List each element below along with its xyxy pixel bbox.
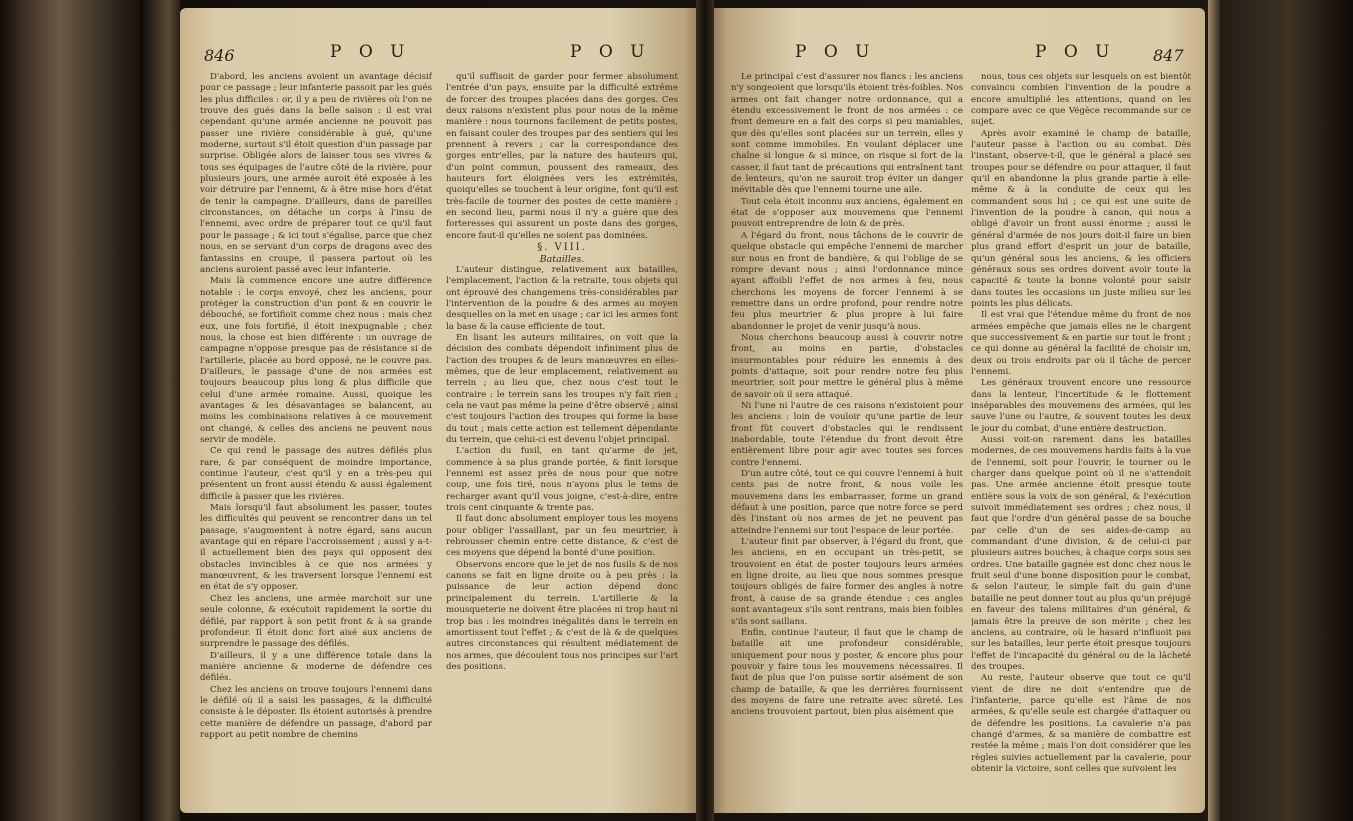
paragraph: Il est vrai que l'étendue même du front de nos armées empêche que jamais elles ne le chargent que successivement & en partie sur tout le front ; ce qui donne au général la facilité de choisir un, deux ou trois endroits par où il tâche de percer l'ennemi. [971,310,1191,377]
paragraph: nous, tous ces objets sur lesquels on est bientôt convaincu combien l'invention de la poudre a encore amultiplié les attentions, quand on les compare avec ce que Végèce recommande sur ce sujet. [971,72,1191,128]
paragraph: Mais là commence encore une autre différence notable : le corps envoyé, chez les anciens, pour protéger la construction d'un pont & en couvrir le débouché, se fortifioit comme chez nous : mais chez eux, une fois fortifié, il étoit inexpugnable ; chez nous, la chose est bien différente : un ouvrage de campagne n'oppose presque pas de résistance si de l'artillerie, placée au bord opposé, ne le couvre pas. D'ailleurs, le passage d'une de nos armées est toujours beaucoup plus long & plus difficile que celui d'une armée romaine. Aussi, quoique les avantages & les désavantages se balancent, au moins les combinaisons relatives à ce mouvement ont changé, & celles des anciens ne peuvent nous servir de modèle. [200,276,432,445]
left-running-head-1: P O U [330,42,411,62]
paragraph: Tout cela étoit inconnu aux anciens, également en état de s'opposer aux mouvemens que l'ennemi pouvoit entreprendre de loin & de près. [731,196,963,230]
left-column-2 [446,72,678,800]
paragraph: L'auteur distingue, relativement aux batailles, l'emplacement, l'action & la retraite, tous objets qui ont éprouvé des changemens très-considérables par l'intervention de la poudre & des armes au moyen desquelles on la met en usage ; car ici les armes font la base & la cause efficiente de tout. [446,264,678,332]
left-page-number: 846 [204,46,235,65]
open-book [140,0,1220,821]
paragraph: D'abord, les anciens avoient un avantage décisif pour ce passage ; leur infanterie passoit par les gués les plus difficiles : or, il y a peu de rivières où l'on ne trouve des gués dans la belle saison : il est vrai cependant qu'une armée ancienne ne pouvoit pas passer une rivière considérable à gué, qu'une moderne, surtout s'il étoit question d'un passage par surprise. Obligée alors de laisser tous ses vivres & tous ses équipages de l'autre côté de la rivière, pour plusieurs jours, une armée auroit été exposée à les voir détruire par l'ennemi, & à être mise hors d'état de tenir la campagne. D'ailleurs, dans de pareilles circonstances, on détache un corps à l'insu de l'ennemi, avec ordre de préparer tout ce qu'il faut pour le passage ; & ici tout s'égalise, parce que chez nous, en se servant d'un corps de dragons avec des fantassins en croupe, il passera partout où les anciens auroient passé avec leur infanterie. [200,72,432,275]
paragraph: En lisant les auteurs militaires, on voit que la décision des combats dépendoit infiniment plus de l'action des troupes & de leurs manœuvres en elles-mêmes, que de leur emplacement, relativement au terrein ; au lieu que, chez nous c'est tout le contraire : le terrein sans les troupes n'y fait rien ; cela ne vaut pas même la peine d'être observé ; ainsi c'est toujours l'action des troupes qui forme la base du tout ; mais cette action est tellement dépendante du terrein, que celui-ci est devenu l'objet principal. [446,332,678,445]
paragraph: qu'il suffisoit de garder pour fermer absolument l'entrée d'un pays, ensuite par la difficulté extrême de forcer des troupes placées dans des gorges. Ces deux raisons n'existent plus pour nous de la même manière : nous tournons facilement de petits postes, en faisant couler des troupes par des sentiers qui les prennent à revers ; car la correspondance des gorges entr'elles, par la nature des hauteurs qui, d'un point commun, poussent des rameaux, des hauteurs fort éloignées vers les extrémités, quoiqu'elles se touchent à leur origine, font qu'il est très-facile de tourner des postes de cette manière ; en second lieu, parmi nous il n'y a guère que des forteresses qui assurent un poste dans des gorges, encore faut-il qu'elles ne soient pas dominées. [446,72,678,241]
right-column-2 [971,72,1191,800]
paragraph: D'ailleurs, il y a une différence totale dans la manière ancienne & moderne de défendre ces défilés. [200,650,432,684]
paragraph: Au reste, l'auteur observe que tout ce qu'il vient de dire ne doit s'entendre que de l'infanterie, parce qu'elle est l'âme de nos armées, & qu'elle seule est chargée d'attaquer ou de défendre les positions. La cavalerie n'a pas changé d'armes, & sa manière de combattre est restée la même ; mais l'on doit considérer que les règles suivies actuellement par la cavalerie, pour obtenir la victoire, sont celles que suivoient les [971,673,1191,774]
paragraph: Enfin, continue l'auteur, il faut que le champ de bataille ait une profondeur considérable, uniquement pour nous y poster, & encore plus pour pouvoir y faire tous les mouvemens nécessaires. Il faut de plus que l'on puisse sortir aisément de son champ de bataille, & que les derrières fournissent des moyens de faire une retraite avec sûreté. Les anciens trouvoient partout, bien plus aisément que [731,627,963,718]
paragraph: Observons encore que le jet de nos fusils & de nos canons se fait en ligne droite ou à peu près : la puissance de leur action dépend donc principalement du terrein. L'artillerie & la mousqueterie ne doivent être placées ni trop haut ni trop bas : les moindres inégalités dans le terrein en amortissent tout l'effet ; & c'est de là & de quelques autres circonstances qui résultent médiatement de nos armes, que découlent tous nos principes sur l'art des positions. [446,559,678,672]
right-running-head-2: P O U [1035,42,1116,62]
section-title: §. VIII. [537,242,587,254]
paragraph: Le principal c'est d'assurer nos flancs : les anciens n'y songeoient que lorsqu'ils étoient très-foibles. Nos armes ont fait changer notre ordonnance, qui a étendu excessivement le front de nos armées : ce front demeure en a fait des corps si peu maniables, que dès qu'elles sont placées sur un terrein, elles y sont comme immobiles. En voulant déplacer une chaîne si longue & si mince, on risque si fort de la casser, il faut tant de précautions qui entraînent tant de lenteurs, qu'on ne sauroit trop éviter un danger inévitable dès que l'ennemi tourne une aile. [731,72,963,196]
paragraph: L'action du fusil, en tant qu'arme de jet, commence à sa plus grande portée, & finit lorsque l'ennemi est assez près de nous pour que notre coup, une fois tiré, nous n'ayons plus le tems de recharger avant qu'il vous joigne, c'est-à-dire, entre trois cent cinquante & trente pas. [446,446,678,514]
paragraph: Mais lorsqu'il faut absolument les passer, toutes les difficultés qui peuvent se rencontrer dans un tel passage, s'augmentent à notre égard, sans aucun avantage qui en répare l'accroissement ; aussi y a-t-il actuellement bien des pays qui opposent des obstacles invincibles à ce que nos armées y manœuvrent, & les traversent lorsque l'ennemi est en état de s'y opposer. [200,503,432,593]
paragraph: A l'égard du front, nous tâchons de le couvrir de quelque obstacle qui empêche l'ennemi de marcher sur nous en front de bandière, & qui l'oblige de se rompre devant nous ; ainsi l'ordonnance mince ayant affoibli l'effet de nos armes à feu, nous cherchons les moyens de forcer l'ennemi à se remettre dans un ordre profond, pour rendre notre feu plus meurtrier & plus propre à lui faire abandonner le projet de venir jusqu'à nous. [731,230,963,332]
paragraph: Chez les anciens, une armée marchoit sur une seule colonne, & exécutoit rapidement la sortie du défilé, par rapport à son petit front & à sa grande profondeur. Il étoit donc fort aisé aux anciens de surprendre le passage des défilés. [200,593,432,650]
book-edge-right [1208,0,1220,821]
right-column-1 [731,72,963,800]
paragraph: Aussi voit-on rarement dans les batailles modernes, de ces mouvemens hardis faits à la vue de l'ennemi, soit pour l'ouvrir, le tourner ou le charger dans quelque point où il ne s'attendoit pas. Une armée ancienne étoit presque toute entière sous la voix de son général, & l'exécution suivoit immédiatement ses ordres ; chez nous, il faut que l'ordre d'un général passe de sa bouche par celle d'un de ses aides-de-camp au commandant d'une division, & de celui-ci par plusieurs autres bouches, à chaque corps sous ses ordres. Une bataille gagnée est donc chez nous le fruit seul d'une bonne disposition pour le combat, & selon l'auteur, le simple fait du gain d'une bataille ne peut donner tout au plus qu'un préjugé en faveur des talens militaires d'un général, & jamais être la preuve de son mérite ; chez les anciens, au contraire, où le hasard n'influoit pas sur les batailles, leur perte étoit presque toujours l'effet de l'incapacité du général ou de la lâcheté des troupes. [971,435,1191,672]
right-running-head-1: P O U [795,42,876,62]
book-edge-left [140,0,180,821]
paragraph: Ni l'une ni l'autre de ces raisons n'existoient pour les anciens : loin de vouloir qu'une partie de leur front fût couvert d'obstacles qui le rendissent inabordable, toute l'étendue du front devoit être entièrement libre pour agir avec toutes ses forces contre l'ennemi. [731,400,963,468]
section-subtitle: Batailles. [539,253,585,265]
paragraph: Ce qui rend le passage des autres défilés plus rare, & par conséquent de moindre importance, continue l'auteur, c'est qu'il y en a très-peu qui présentent un front aussi étendu & aussi également difficile à passer que les rivières. [200,446,432,502]
right-page [705,8,1205,813]
paragraph: Il faut donc absolument employer tous les moyens pour obliger l'assaillant, par un feu meurtrier, à rebrousser chemin entre cette distance, & c'est de ces moyens que dépend la bonté d'une position. [446,514,678,559]
paragraph: Les généraux trouvent encore une ressource dans la lenteur, l'incertitude & le flottement inséparables des mouvemens des armées, qui les sauve l'une ou l'autre, & souvent toutes les deux le jour du combat, d'une entière destruction. [971,378,1191,434]
left-running-head-2: P O U [570,42,651,62]
paragraph: L'auteur finit par observer, à l'égard du front, que les anciens, en en occupant un très-petit, se trouvoient en état de poster toujours leurs armées en ligne droite, au lieu que nous sommes presque toujours obligés de faire former des angles à notre front, à cause de sa grande étendue : ces angles sont avantageux s'ils sont rentrans, mais bien foibles s'ils sont saillans. [731,537,963,627]
paragraph: Après avoir examiné le champ de bataille, l'auteur passe à l'action ou au combat. Dès l'instant, observe-t-il, que le général a placé ses troupes pour se défendre ou pour attaquer, il faut qu'il en abandonne la plus grande partie à elle-même & à la conduite de ceux qui les commandent sous lui ; ce qui est une suite de l'invention de la poudre à canon, qui nous a obligé d'avoir un front aussi énorme ; aussi le général d'armée de nos jours doit-il faire un bien plus grand effort d'esprit un jour de bataille, qu'un général sous les anciens, & les officiers généraux sous ses ordres doivent avoir toute la capacité & toute la bonne volonté pour saisir dans toutes les occasions un juste milieu sur les points les plus délicats. [971,128,1191,309]
right-page-number: 847 [1153,46,1184,65]
paragraph: Nous cherchons beaucoup aussi à couvrir notre front, au moins en partie, d'obstacles insurmontables pour réduire les ennemis à des points d'attaque, soit pour rendre notre feu plus meurtrier, soit pour mettre le général plus à même de savoir où il sera attaqué. [731,332,963,400]
left-page [180,8,702,813]
paragraph: Chez les anciens on trouve toujours l'ennemi dans le défilé où il a saisi les passages, & la difficulté consiste à le déposter. Ils étoient autorisés à prendre cette manière de défendre un passage, d'abord par rapport au petit nombre de chemins [200,684,432,740]
paragraph: D'un autre côté, tout ce qui couvre l'ennemi à huit cents pas de notre front, & nous voile les mouvemens dans les embarrasser, forme un grand défaut à une position, parce que notre force se perd dès l'instant où nos armes de jet ne peuvent pas atteindre l'ennemi sur tout l'espace de leur portée. [731,469,963,536]
book-gutter [696,0,714,821]
left-column-1 [200,72,432,800]
